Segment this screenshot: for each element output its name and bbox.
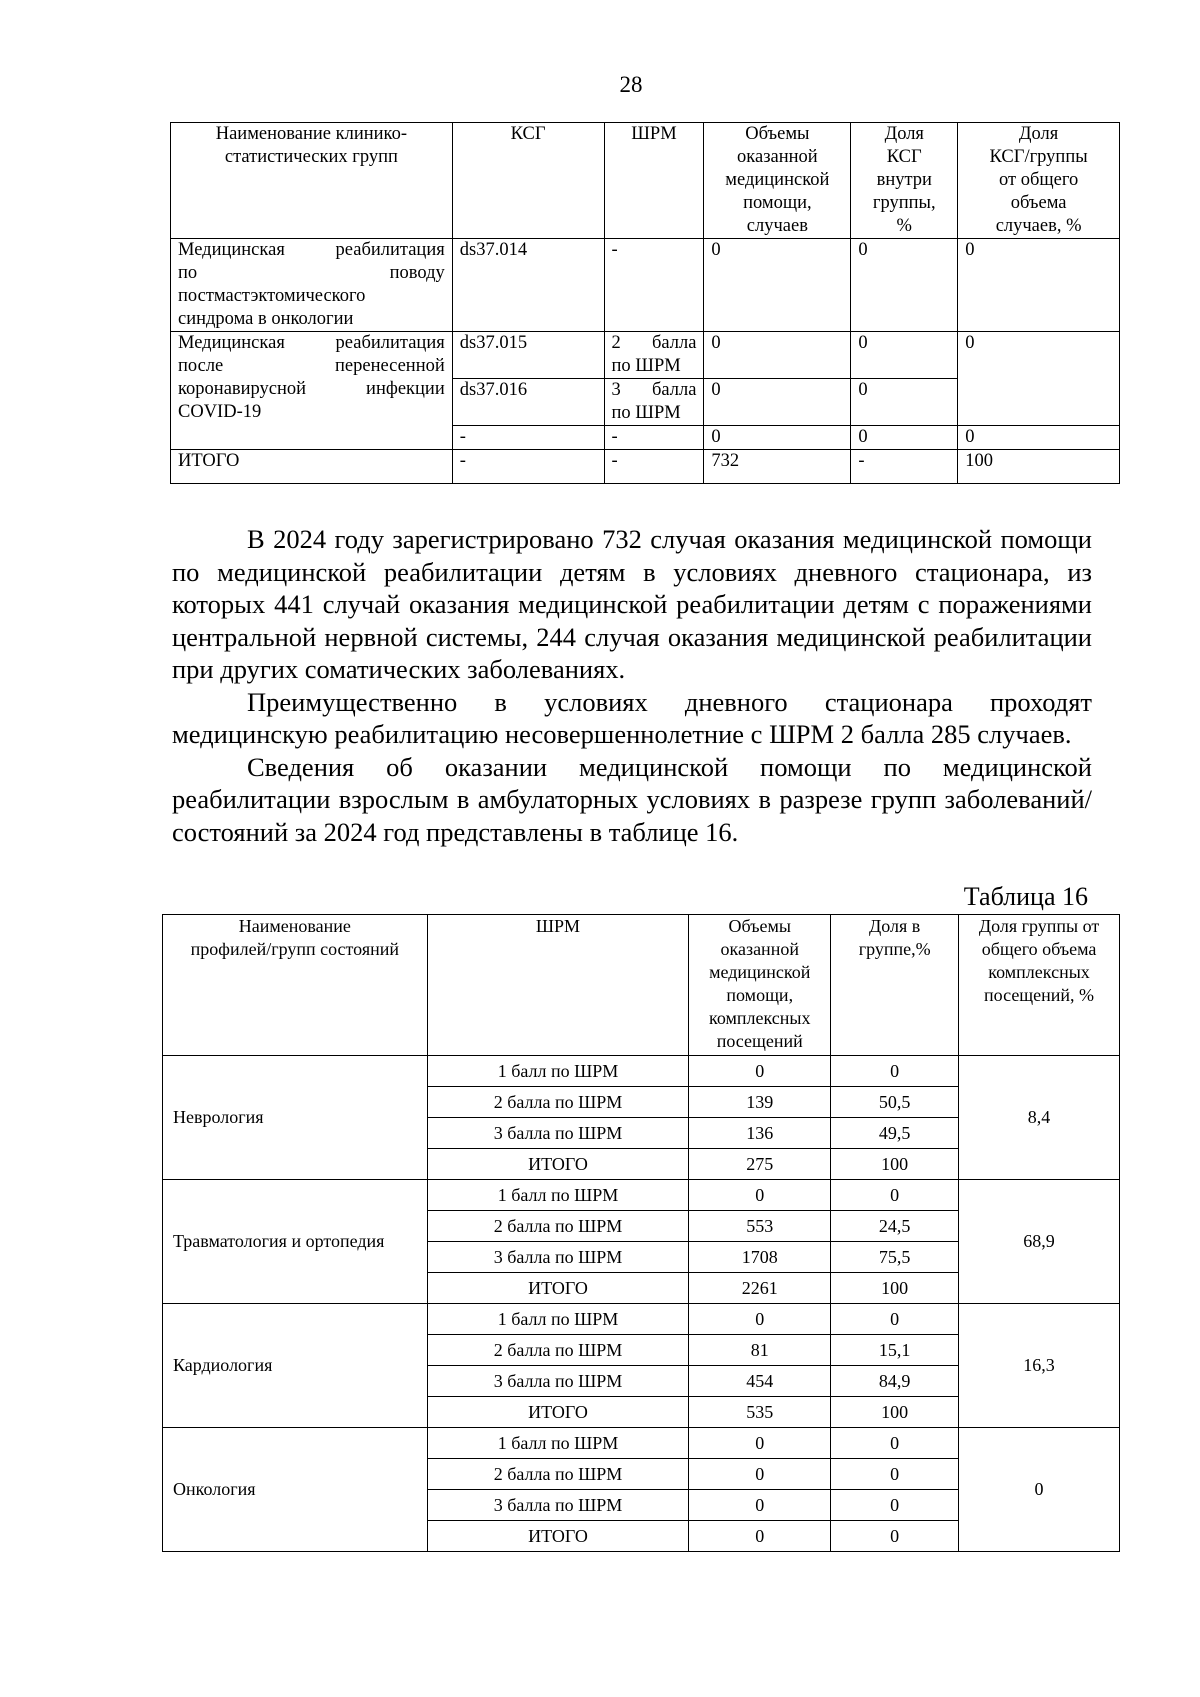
volume-cell: 136 (689, 1118, 831, 1149)
share-total-cell: 0 (958, 426, 1120, 450)
header-line: от общего (999, 170, 1079, 190)
header-line: % (896, 216, 912, 236)
table-row (163, 1428, 1120, 1459)
share-total-cell: 16,3 (959, 1304, 1120, 1428)
table-total-row (171, 450, 1120, 484)
share-in-group-cell: 0 (831, 1180, 959, 1211)
header-line: помощи, (743, 193, 812, 213)
header-line: профилей/групп состояний (190, 939, 400, 959)
share-in-group-cell: 0 (851, 379, 958, 426)
shrm-cell: ИТОГО (427, 1521, 689, 1552)
header-line: оказанной (720, 939, 799, 959)
shrm-cell (604, 332, 704, 379)
table-caption: Таблица 16 (963, 882, 1088, 911)
header-line: Наименование (238, 916, 351, 936)
header-line: группы, (872, 193, 936, 213)
cell-line: Медицинская реабилитация (178, 333, 445, 353)
table-header-row (163, 915, 1120, 1056)
header-cell-volume (689, 915, 831, 1056)
volume-cell: 1708 (689, 1242, 831, 1273)
header-cell-shrm (604, 123, 704, 239)
share-in-group-cell: 100 (831, 1397, 959, 1428)
header-line: Доля (1018, 124, 1059, 144)
shrm-cell: 1 балл по ШРМ (427, 1056, 689, 1087)
volume-cell: 0 (689, 1490, 831, 1521)
paragraph: Преимущественно в условиях дневного стационара проходят медицинскую реабилитацию несовершеннолетние с ШРМ 2 балла 285 случаев. (172, 686, 1092, 749)
header-line: внутри (876, 170, 932, 190)
volume-cell: 0 (689, 1521, 831, 1552)
share-in-group-cell: 0 (851, 426, 958, 450)
header-line: Объемы (745, 124, 810, 144)
table-header-row (171, 123, 1120, 239)
share-total-cell: 0 (958, 332, 1120, 426)
header-line: оказанной (737, 147, 818, 167)
shrm-cell: 2 балла по ШРМ (427, 1459, 689, 1490)
page-number: 28 (619, 72, 643, 97)
group-name-cell (171, 239, 453, 332)
shrm-cell: 3 балла по ШРМ (427, 1118, 689, 1149)
shrm-cell: ИТОГО (427, 1397, 689, 1428)
table-row (163, 1180, 1120, 1211)
cell-line: после перенесенной (178, 356, 445, 376)
shrm-cell (604, 379, 704, 426)
shrm-cell: 3 балла по ШРМ (427, 1242, 689, 1273)
volume-cell: 535 (689, 1397, 831, 1428)
volume-cell: 732 (704, 450, 851, 484)
shrm-cell: 1 балл по ШРМ (427, 1180, 689, 1211)
volume-cell: 553 (689, 1211, 831, 1242)
cell-line: коронавирусной инфекции (178, 379, 445, 399)
group-name-cell (171, 332, 453, 450)
volume-cell: 2261 (689, 1273, 831, 1304)
share-in-group-cell: 0 (831, 1459, 959, 1490)
shrm-cell: ИТОГО (427, 1149, 689, 1180)
shrm-cell: - (604, 450, 704, 484)
header-line: группе,% (858, 939, 931, 959)
shrm-cell: 3 балла по ШРМ (427, 1490, 689, 1521)
header-line: объема (1010, 193, 1067, 213)
share-in-group-cell: 84,9 (831, 1366, 959, 1397)
share-in-group-cell: 15,1 (831, 1335, 959, 1366)
volume-cell: 0 (689, 1180, 831, 1211)
header-cell-share-in-group (851, 123, 958, 239)
header-line: медицинской (709, 962, 811, 982)
header-cell-name (163, 915, 428, 1056)
share-total-cell: 0 (959, 1428, 1120, 1552)
header-line: статистических групп (224, 147, 398, 167)
volume-cell: 0 (704, 426, 851, 450)
body-text (172, 523, 1092, 848)
header-cell-shrm (427, 915, 689, 1056)
shrm-cell: 3 балла по ШРМ (427, 1366, 689, 1397)
table-row (163, 1304, 1120, 1335)
header-line: Доля (884, 124, 924, 144)
volume-cell: 0 (704, 379, 851, 426)
header-line: комплексных (708, 1008, 811, 1028)
ksg-cell: ds37.016 (452, 379, 604, 426)
header-line: ШРМ (631, 124, 677, 144)
share-total-cell: 0 (958, 239, 1120, 332)
volume-cell: 81 (689, 1335, 831, 1366)
shrm-cell: - (604, 239, 704, 332)
shrm-cell: 2 балла по ШРМ (427, 1087, 689, 1118)
share-in-group-cell: 50,5 (831, 1087, 959, 1118)
header-line: Объемы (728, 916, 791, 936)
header-cell-volume (704, 123, 851, 239)
shrm-cell: 1 балл по ШРМ (427, 1304, 689, 1335)
ksg-cell: - (452, 426, 604, 450)
ksg-cell: - (452, 450, 604, 484)
header-line: общего объема (981, 939, 1097, 959)
header-cell-share-in-group (831, 915, 959, 1056)
paragraph: Сведения об оказании медицинской помощи по медицинской реабилитации взрослым в амбулаторных условиях в разрезе групп заболеваний/состояний за 2024 год представлены в таблице 16. (172, 751, 1092, 847)
shrm-cell: 2 балла по ШРМ (427, 1335, 689, 1366)
group-name-cell: Неврология (163, 1056, 428, 1180)
volume-cell: 454 (689, 1366, 831, 1397)
group-name-cell: Травматология и ортопедия (163, 1180, 428, 1304)
volume-cell: 139 (689, 1087, 831, 1118)
header-line: комплексных (988, 962, 1090, 982)
share-total-cell: 68,9 (959, 1180, 1120, 1304)
share-in-group-cell: 100 (831, 1149, 959, 1180)
share-total-cell: 100 (958, 450, 1120, 484)
share-in-group-cell: 24,5 (831, 1211, 959, 1242)
total-label-cell: ИТОГО (171, 450, 453, 484)
ksg-cell: ds37.015 (452, 332, 604, 379)
share-in-group-cell: 100 (831, 1273, 959, 1304)
cell-line: по ШРМ (611, 356, 681, 376)
cell-line: COVID-19 (178, 402, 262, 422)
volume-cell: 0 (704, 332, 851, 379)
share-in-group-cell: 49,5 (831, 1118, 959, 1149)
header-line: КСГ (886, 147, 922, 167)
shrm-cell: ИТОГО (427, 1273, 689, 1304)
shrm-cell: 2 балла по ШРМ (427, 1211, 689, 1242)
cell-line: синдрома в онкологии (178, 309, 354, 329)
header-cell-share-total (959, 915, 1120, 1056)
volume-cell: 275 (689, 1149, 831, 1180)
share-in-group-cell: 0 (851, 332, 958, 379)
ksg-table (170, 122, 1120, 484)
header-line: посещений (716, 1031, 803, 1051)
header-line: медицинской (725, 170, 830, 190)
header-line: Доля группы от (978, 916, 1100, 936)
cell-line: Медицинская реабилитация (178, 240, 445, 260)
table-row (171, 332, 1120, 379)
header-line: Доля в (868, 916, 921, 936)
table-row (171, 239, 1120, 332)
cell-line: 3 балла (611, 380, 697, 400)
header-cell-ksg (452, 123, 604, 239)
share-in-group-cell: 0 (831, 1490, 959, 1521)
share-in-group-cell: 0 (851, 239, 958, 332)
header-line: посещений, % (984, 985, 1095, 1005)
header-cell-share-total (958, 123, 1120, 239)
paragraph: В 2024 году зарегистрировано 732 случая оказания медицинской помощи по медицинской реабилитации детям в условиях дневного стационара, из которых 441 случай оказания медицинской реабилитации детям с поражениями центральной нервной системы, 244 случая оказания медицинской реабилитации при других соматических заболеваниях. (172, 524, 1092, 684)
header-line: помощи, (726, 985, 794, 1005)
header-line: ШРМ (535, 916, 581, 936)
share-in-group-cell: 75,5 (831, 1242, 959, 1273)
header-line: случаев (746, 216, 808, 236)
cell-line: постмастэктомического (178, 286, 366, 306)
share-in-group-cell: - (851, 450, 958, 484)
share-in-group-cell: 0 (831, 1304, 959, 1335)
volume-cell: 0 (704, 239, 851, 332)
shrm-cell: - (604, 426, 704, 450)
volume-cell: 0 (689, 1056, 831, 1087)
ksg-cell: ds37.014 (452, 239, 604, 332)
share-in-group-cell: 0 (831, 1056, 959, 1087)
cell-line: по поводу (178, 263, 445, 283)
header-line: Наименование клинико- (215, 124, 407, 144)
header-line: случаев, % (995, 216, 1082, 236)
rehab-table (162, 914, 1120, 1552)
header-cell-name (171, 123, 453, 239)
shrm-cell: 1 балл по ШРМ (427, 1428, 689, 1459)
header-line: КСГ/группы (989, 147, 1088, 167)
table-row (163, 1056, 1120, 1087)
volume-cell: 0 (689, 1459, 831, 1490)
group-name-cell: Кардиология (163, 1304, 428, 1428)
share-in-group-cell: 0 (831, 1521, 959, 1552)
volume-cell: 0 (689, 1304, 831, 1335)
cell-line: по ШРМ (611, 403, 681, 423)
header-line: КСГ (510, 124, 546, 144)
share-total-cell: 8,4 (959, 1056, 1120, 1180)
volume-cell: 0 (689, 1428, 831, 1459)
group-name-cell: Онкология (163, 1428, 428, 1552)
share-in-group-cell: 0 (831, 1428, 959, 1459)
cell-line: 2 балла (611, 333, 697, 353)
